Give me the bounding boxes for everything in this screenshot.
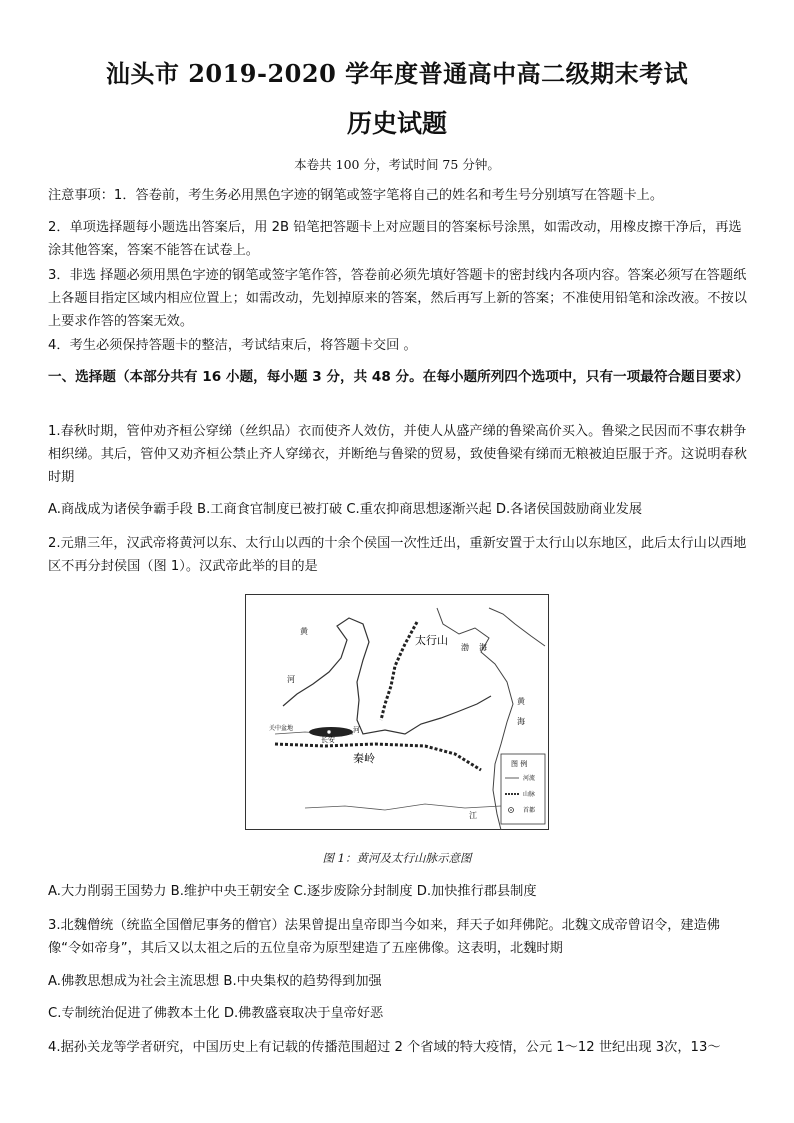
question-3-options-ab: A.佛教思想成为社会主流思想 B.中央集权的趋势得到加强 — [48, 974, 382, 989]
question-2-stem: 2.元鼎三年，汉武帝将黄河以东、太行山以西的十余个侯国一次性迁出，重新安置于太行山以东地区，此后太行山以西地区不再分封侯国（图 1）。汉武帝此举的目的是 — [48, 536, 747, 574]
exam-subject: 历史试题 — [346, 109, 447, 138]
question-1-stem: 1.春秋时期，管仲劝齐桓公穿绨（丝织品）衣而使齐人效仿，并使人从盛产绨的鲁梁高价买入。鲁梁之民因而不事农耕争相织绨。其后，管仲又劝齐桓公禁止齐人穿绨衣，并断绝与鲁梁的贸易，致使鲁梁有绨而无粮被迫臣服于齐。这说明春秋时期 — [48, 424, 747, 485]
exam-title: 汕头市 2019-2020 学年度普通高中高二级期末考试 — [105, 59, 689, 88]
label-he: 河 — [287, 675, 295, 684]
label-bohai-2: 海 — [479, 643, 487, 652]
label-changan: 长安 — [321, 736, 335, 744]
label-huanghai-1: 黄 — [517, 697, 525, 706]
yellow-river-taihang-map — [245, 594, 549, 830]
legend-river: 河流 — [523, 775, 536, 782]
label-bohai-1: 渤 — [461, 643, 469, 652]
map-legend — [501, 754, 545, 824]
changan-marker — [327, 730, 331, 734]
note-1: 注意事项：1．答卷前，考生务必用黑色字迹的钢笔或签字笔将自己的姓名和考生号分别填写在答题卡上。 — [48, 188, 664, 203]
label-huanghai-2: 海 — [517, 717, 525, 726]
question-3-options-cd: C.专制统治促进了佛教本土化 D.佛教盛衰取决于皇帝好恶 — [48, 1006, 384, 1021]
note-3: 3．非选 择题必须用黑色字迹的钢笔或签字笔作答，答卷前必须先填好答题卡的密封线内各项内容。答案必须写在答题纸上各题目指定区域内相应位置上；如需改动，先划掉原来的答案，然后再写上新的答案；不准使用铅笔和涂改液。不按以上要求作答的答案无效。 — [48, 268, 747, 329]
label-he2: 河 — [353, 726, 360, 734]
legend-title: 图 例 — [511, 760, 528, 768]
label-taihang: 太行山 — [415, 634, 448, 647]
exam-info: 本卷共 100 分，考试时间 75 分钟。 — [294, 157, 500, 172]
question-4-stem: 4.据孙关龙等学者研究，中国历史上有记载的传播范围超过 2 个省域的特大疫情，公元 1～12 世纪出现 3次，13～ — [48, 1040, 721, 1055]
note-2: 2．单项选择题每小题选出答案后，用 2B 铅笔把答题卡上对应题目的答案标号涂黑，如需改动，用橡皮擦干净后，再选涂其他答案，答案不能答在试卷上。 — [48, 220, 742, 258]
label-guanzhong: 关中盆地 — [269, 725, 294, 732]
note-4: 4．考生必须保持答题卡的整洁，考试结束后，将答题卡交回 。 — [48, 338, 417, 353]
label-huang: 黄 — [300, 627, 308, 636]
question-3-stem: 3.北魏僧统（统监全国僧尼事务的僧官）法果曾提出皇帝即当今如来，拜天子如拜佛陀。北魏文成帝曾诏令，建造佛像“令如帝身”，其后又以太祖之后的五位皇帝为原型建造了五座佛像。这表明，北魏时期 — [48, 918, 720, 956]
label-qinling: 秦岭 — [353, 752, 375, 765]
section-heading: 一、选择题（本部分共有 16 小题，每小题 3 分，共 48 分。在每小题所列四个选项中，只有一项最符合题目要求） — [48, 369, 749, 385]
legend-mountain: 山脉 — [523, 791, 536, 798]
legend-capital: 首都 — [523, 807, 536, 814]
figure-caption: 图 1：黄河及太行山脉示意图 — [322, 851, 472, 865]
question-2-options: A.大力削弱王国势力 B.维护中央王朝安全 C.逐步废除分封制度 D.加快推行郡县制度 — [48, 884, 537, 899]
question-1-options: A.商战成为诸侯争霸手段 B.工商食官制度已被打破 C.重农抑商思想逐渐兴起 D.各诸侯国鼓励商业发展 — [48, 502, 643, 517]
label-jiang: 江 — [469, 811, 477, 820]
